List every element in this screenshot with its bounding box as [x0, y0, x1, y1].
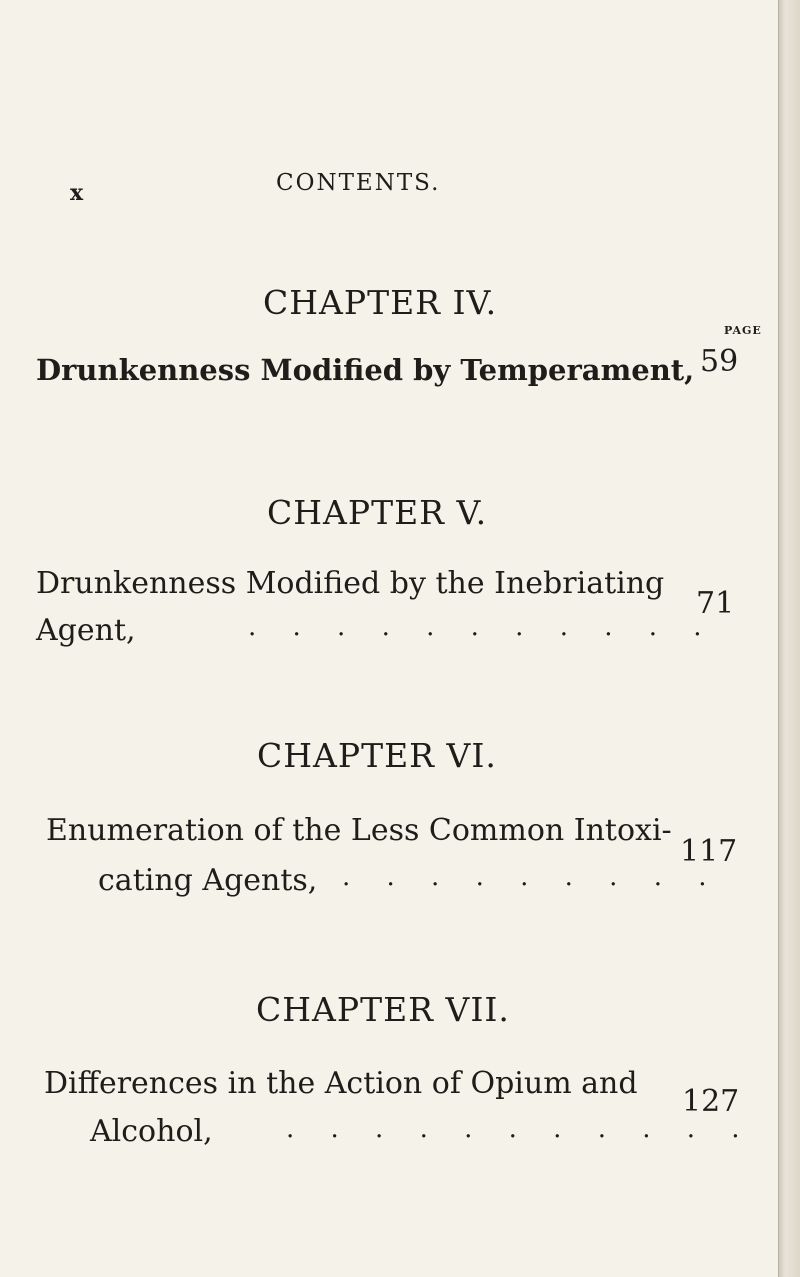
- chapter-title-iv: CHAPTER IV.: [263, 283, 498, 322]
- chapter-vi-entry-line-1: Enumeration of the Less Common Intoxi-: [46, 813, 672, 848]
- chapter-title-vii: CHAPTER VII.: [256, 990, 510, 1029]
- page-edge: [778, 0, 800, 1277]
- chapter-v-entry-line-1: Drunkenness Modified by the Inebriating: [36, 566, 665, 601]
- chapter-v-page: 71: [696, 586, 735, 621]
- chapter-vii-page: 127: [682, 1084, 740, 1119]
- chapter-vi-page: 117: [680, 834, 738, 869]
- leader-dots: . . . . . . . . . . .: [248, 612, 716, 642]
- chapter-vii-entry-line-2: Alcohol,: [90, 1114, 213, 1149]
- chapter-title-v: CHAPTER V.: [267, 493, 488, 532]
- page-column-label: PAGE: [724, 324, 762, 337]
- chapter-v-entry-line-2: Agent,: [36, 613, 136, 648]
- leader-dots: . . . . . . . . .: [342, 862, 721, 892]
- chapter-vii-entry-line-1: Differences in the Action of Opium and: [44, 1066, 638, 1101]
- chapter-iv-entry: Drunkenness Modified by Temperament,: [36, 353, 695, 387]
- running-head: CONTENTS.: [276, 170, 441, 196]
- page-number-mark: x: [70, 180, 84, 206]
- chapter-iv-page: 59: [700, 344, 739, 379]
- chapter-vi-entry-line-2: cating Agents,: [98, 863, 318, 898]
- leader-dots: . . . . . . . . . . .: [286, 1114, 754, 1144]
- chapter-title-vi: CHAPTER VI.: [257, 736, 497, 775]
